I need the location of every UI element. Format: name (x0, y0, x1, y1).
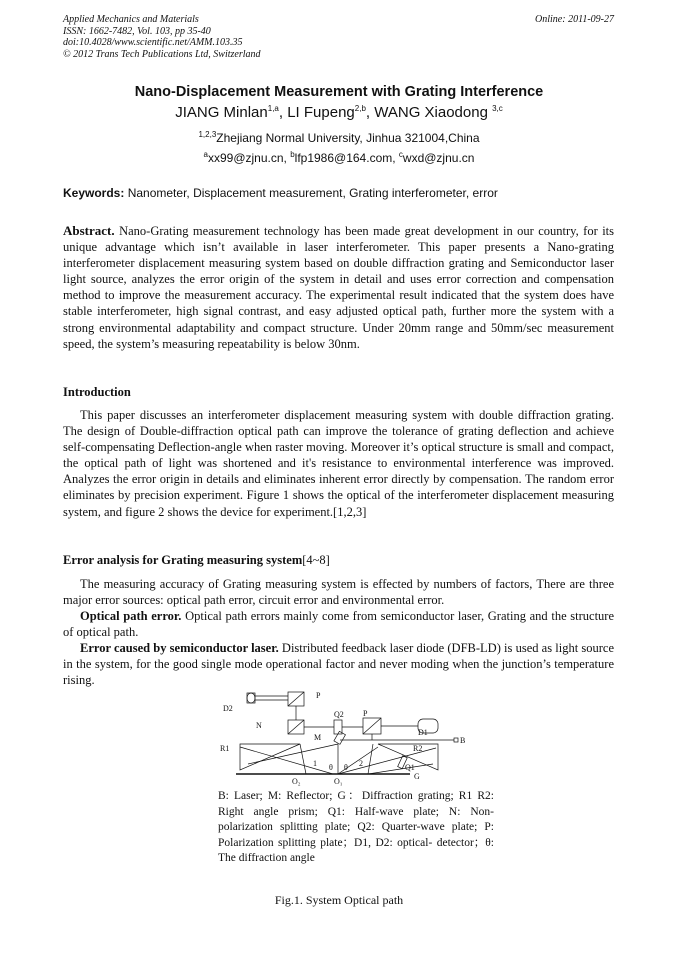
label-g: G (414, 772, 420, 781)
copyright: © 2012 Trans Tech Publications Ltd, Switzerland (63, 48, 261, 60)
introduction-text: This paper discusses an interferometer displacement measuring system with double diffraction grating. The design of Double-diffraction optical path can improve the tolerance of grating deflection and achieve self-compensating Deflection-angle when raster moving. Moreover it’s optical structure is small and compact, the optical path of light was shortened and it's resistance to environmental interference was improved. Analyzes the error origin in details and eliminates inherent error directly by compensation. The random error eliminates by precision experiment. Figure 1 shows the optical of the interferometer displacement measuring system, and figure 2 shows the device for experiment.[1,2,3] (63, 408, 614, 519)
label-o2: O₂ (292, 777, 301, 786)
email-c-sup: c (398, 150, 403, 159)
detector-d2 (247, 693, 255, 703)
prism-r1 (240, 744, 300, 770)
keywords-text: Nanometer, Displacement measurement, Grating interferometer, error (127, 186, 498, 200)
author-emails (0, 151, 678, 165)
optical-path-error-label: Optical path error. (80, 609, 182, 623)
abstract-text: Nano-Grating measurement technology has been made great development in our country, for its unique advantage which isn’t available in laser interferometer. This paper presents a Nano-grating interferometer displacement measuring system based on double diffraction grating and Semiconductor laser light source, analyzes the error origin of the system in detail and uses error correction and compensation method to improve the measurement accuracy. The experimental result indicated that the system does have stable interferometer, high signal contrast, and easy adjusted optical path, further more the system with a strong environmental adaptability and compact structure. Under 20mm range and 50mm/sec measurement speed, the system’s measuring repeatability is below 30nm. (63, 224, 614, 351)
author-list: JIANG Minlan$^{1,a}$, LI Fupeng$^{2,b}$, WANG Xiaodong $^{3,c}$ (175, 104, 503, 121)
error-analysis-p2 (63, 608, 614, 640)
label-theta-2: θ (344, 763, 348, 772)
laser-error-label: Error caused by semiconductor laser. (80, 641, 279, 655)
introduction-heading: Introduction (63, 385, 131, 399)
paper-title: Nano-Displacement Measurement with Grating Interference (134, 84, 544, 100)
journal-name: Applied Mechanics and Materials (63, 14, 199, 25)
email-c: wxd@zjnu.cn (402, 151, 475, 165)
figure-caption: Fig.1. System Optical path (274, 893, 404, 907)
error-analysis-p3 (63, 640, 614, 688)
label-q2: Q2 (334, 710, 344, 719)
optical-path-figure (218, 684, 493, 786)
email-a-sup: a (203, 150, 208, 159)
affiliation (0, 131, 678, 145)
affiliation-sup: 1,2,3 (198, 130, 217, 139)
online-date: Online: 2011-09-27 (535, 14, 614, 25)
label-d2: D2 (223, 704, 233, 713)
author-2: LI Fupeng (287, 104, 355, 121)
author-1-sup: 1,a (267, 104, 279, 113)
label-d1: D1 (418, 728, 428, 737)
author-3-sup: 3,c (492, 104, 503, 113)
keywords-label: Keywords: (63, 186, 125, 200)
email-a: xx99@zjnu.cn, (207, 151, 291, 165)
figure-legend: B: Laser; M: Reflector; G：Diffraction grating; R1 R2: Right angle prism; Q1: Half-wave plate; N: Non-polarization splitting plate; Q2: Quarter-wave plate; P: Polarization splitting plate；D1, D2: optical- detector；θ: The diffraction angle (218, 790, 494, 864)
label-n: N (256, 721, 262, 730)
reflector-m (334, 731, 346, 744)
error-analysis-heading-text: Error analysis for Grating measuring system (63, 553, 303, 567)
label-b: B (460, 736, 466, 745)
label-r2: R2 (413, 744, 423, 753)
doi: doi:10.4028/www.scientific.net/AMM.103.35 (63, 37, 243, 48)
optical-path-error-text: Optical path errors mainly come from semiconductor laser, Grating and the structure of optical path. (63, 609, 615, 640)
author-3: WANG Xiaodong (374, 104, 488, 121)
label-theta-1: θ (329, 763, 333, 772)
error-analysis-heading (63, 553, 330, 568)
label-o1: O₁ (334, 777, 343, 786)
email-b-sup: b (290, 150, 295, 159)
label-m: M (314, 733, 322, 742)
abstract-label: Abstract. (63, 223, 115, 238)
label-q1: Q1 (405, 763, 415, 772)
abstract (63, 223, 614, 352)
issn: ISSN: 1662-7482, Vol. 103, pp 35-40 (63, 25, 211, 37)
journal-header (63, 14, 261, 60)
optical-path-diagram (218, 684, 493, 786)
email-b: lfp1986@164.com, (294, 151, 399, 165)
label-p-top: P (316, 691, 321, 700)
label-1: 1 (313, 759, 317, 768)
keywords (63, 186, 498, 200)
error-analysis-p1: The measuring accuracy of Grating measuring system is effected by numbers of factors, There are three major error sources: optical path error, circuit error and environmental error. (63, 577, 614, 608)
label-p-right: P (363, 709, 368, 718)
affiliation-text: Zhejiang Normal University, Jinhua 321004,China (216, 131, 480, 145)
author-2-sup: 2,b (354, 104, 366, 113)
error-analysis-ref: [4~8] (302, 553, 330, 567)
author-1: JIANG Minlan (175, 104, 268, 121)
label-2: 2 (359, 759, 363, 768)
label-r1: R1 (220, 744, 230, 753)
laser-error-text: Distributed feedback laser diode (DFB-LD) is used as light source in the system, for the good single mode operational factor and never moding when the junction’s temperature rising. (63, 641, 615, 688)
